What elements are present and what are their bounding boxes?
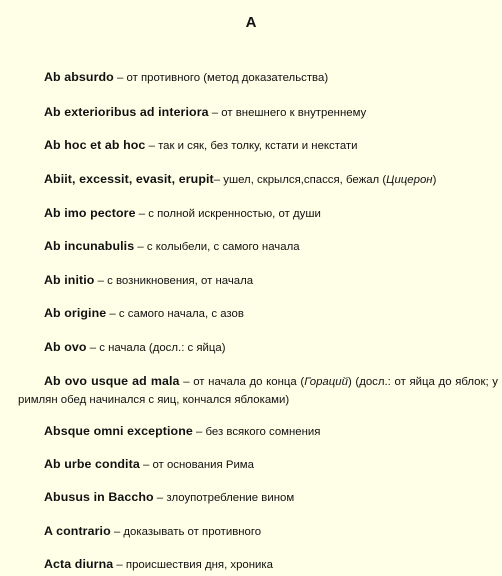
entry-term: Ab origine xyxy=(44,306,107,320)
entry-definition: – с начала (досл.: с яйца) xyxy=(86,342,226,354)
entry-term: Ab imo pectore xyxy=(44,206,136,220)
entry-definition: – от основания Рима xyxy=(139,459,254,471)
dictionary-entry xyxy=(44,171,498,189)
entry-term: Ab ovo usque ad mala xyxy=(44,374,180,388)
entry-definition: – доказывать от противного xyxy=(110,526,262,538)
entry-term: Abiit, excessit, evasit, erupit xyxy=(44,172,214,186)
dictionary-entry xyxy=(18,373,498,409)
entry-term: Ab incunabulis xyxy=(44,239,135,253)
entry-definition: – от противного (метод доказательства) xyxy=(113,72,329,84)
entry-definition-end: ) xyxy=(432,174,437,186)
dictionary-entry xyxy=(44,305,498,323)
section-letter-heading: A xyxy=(245,14,257,31)
entry-definition: – от начала до конца ( xyxy=(179,376,305,388)
entry-term: Abusus in Baccho xyxy=(44,490,154,504)
dictionary-entry xyxy=(44,456,498,474)
dictionary-entry xyxy=(44,205,498,223)
dictionary-entry xyxy=(44,489,498,507)
entry-term: Ab absurdo xyxy=(44,70,114,84)
entry-definition: – с колыбели, с самого начала xyxy=(134,241,300,253)
dictionary-entry xyxy=(44,272,498,290)
entry-definition: – ушел, скрылся,спасся, бежал ( xyxy=(213,174,387,186)
entry-author: Гораций xyxy=(304,376,348,388)
entry-definition: – с самого начала, с азов xyxy=(106,308,244,320)
entry-term: Acta diurna xyxy=(44,557,114,571)
dictionary-entry xyxy=(44,137,498,155)
dictionary-entry xyxy=(44,556,498,574)
entry-term: Ab exterioribus ad interiora xyxy=(44,105,209,119)
entry-term: Ab hoc et ab hoc xyxy=(44,138,146,152)
entry-term: Ab ovo xyxy=(44,340,87,354)
entry-definition: – злоупотребление вином xyxy=(153,492,295,504)
dictionary-entry xyxy=(44,104,498,122)
entry-definition: – без всякого сомнения xyxy=(192,426,321,438)
dictionary-entry xyxy=(44,423,498,441)
entry-definition: – так и сяк, без толку, кстати и некстати xyxy=(145,140,358,152)
entry-term: Ab initio xyxy=(44,273,95,287)
entry-term: Ab urbe condita xyxy=(44,457,140,471)
entry-author: Цицерон xyxy=(386,174,433,186)
entry-term: A contrario xyxy=(44,524,111,538)
entry-definition: – с полной искренностью, от души xyxy=(135,208,321,220)
entry-definition-end: ) (досл.: от яйца до яблок; у римлян обед начинался с яиц, кончался яблоками) xyxy=(18,376,498,406)
entry-definition: – с возникновения, от начала xyxy=(94,275,254,287)
entry-term: Absque omni exceptione xyxy=(44,424,193,438)
dictionary-entry xyxy=(44,523,498,541)
dictionary-entry xyxy=(44,238,498,256)
dictionary-entry xyxy=(44,69,498,87)
entry-definition: – от внешнего к внутреннему xyxy=(208,107,367,119)
entry-definition: – происшествия дня, хроника xyxy=(113,559,273,571)
dictionary-entry xyxy=(44,339,498,357)
